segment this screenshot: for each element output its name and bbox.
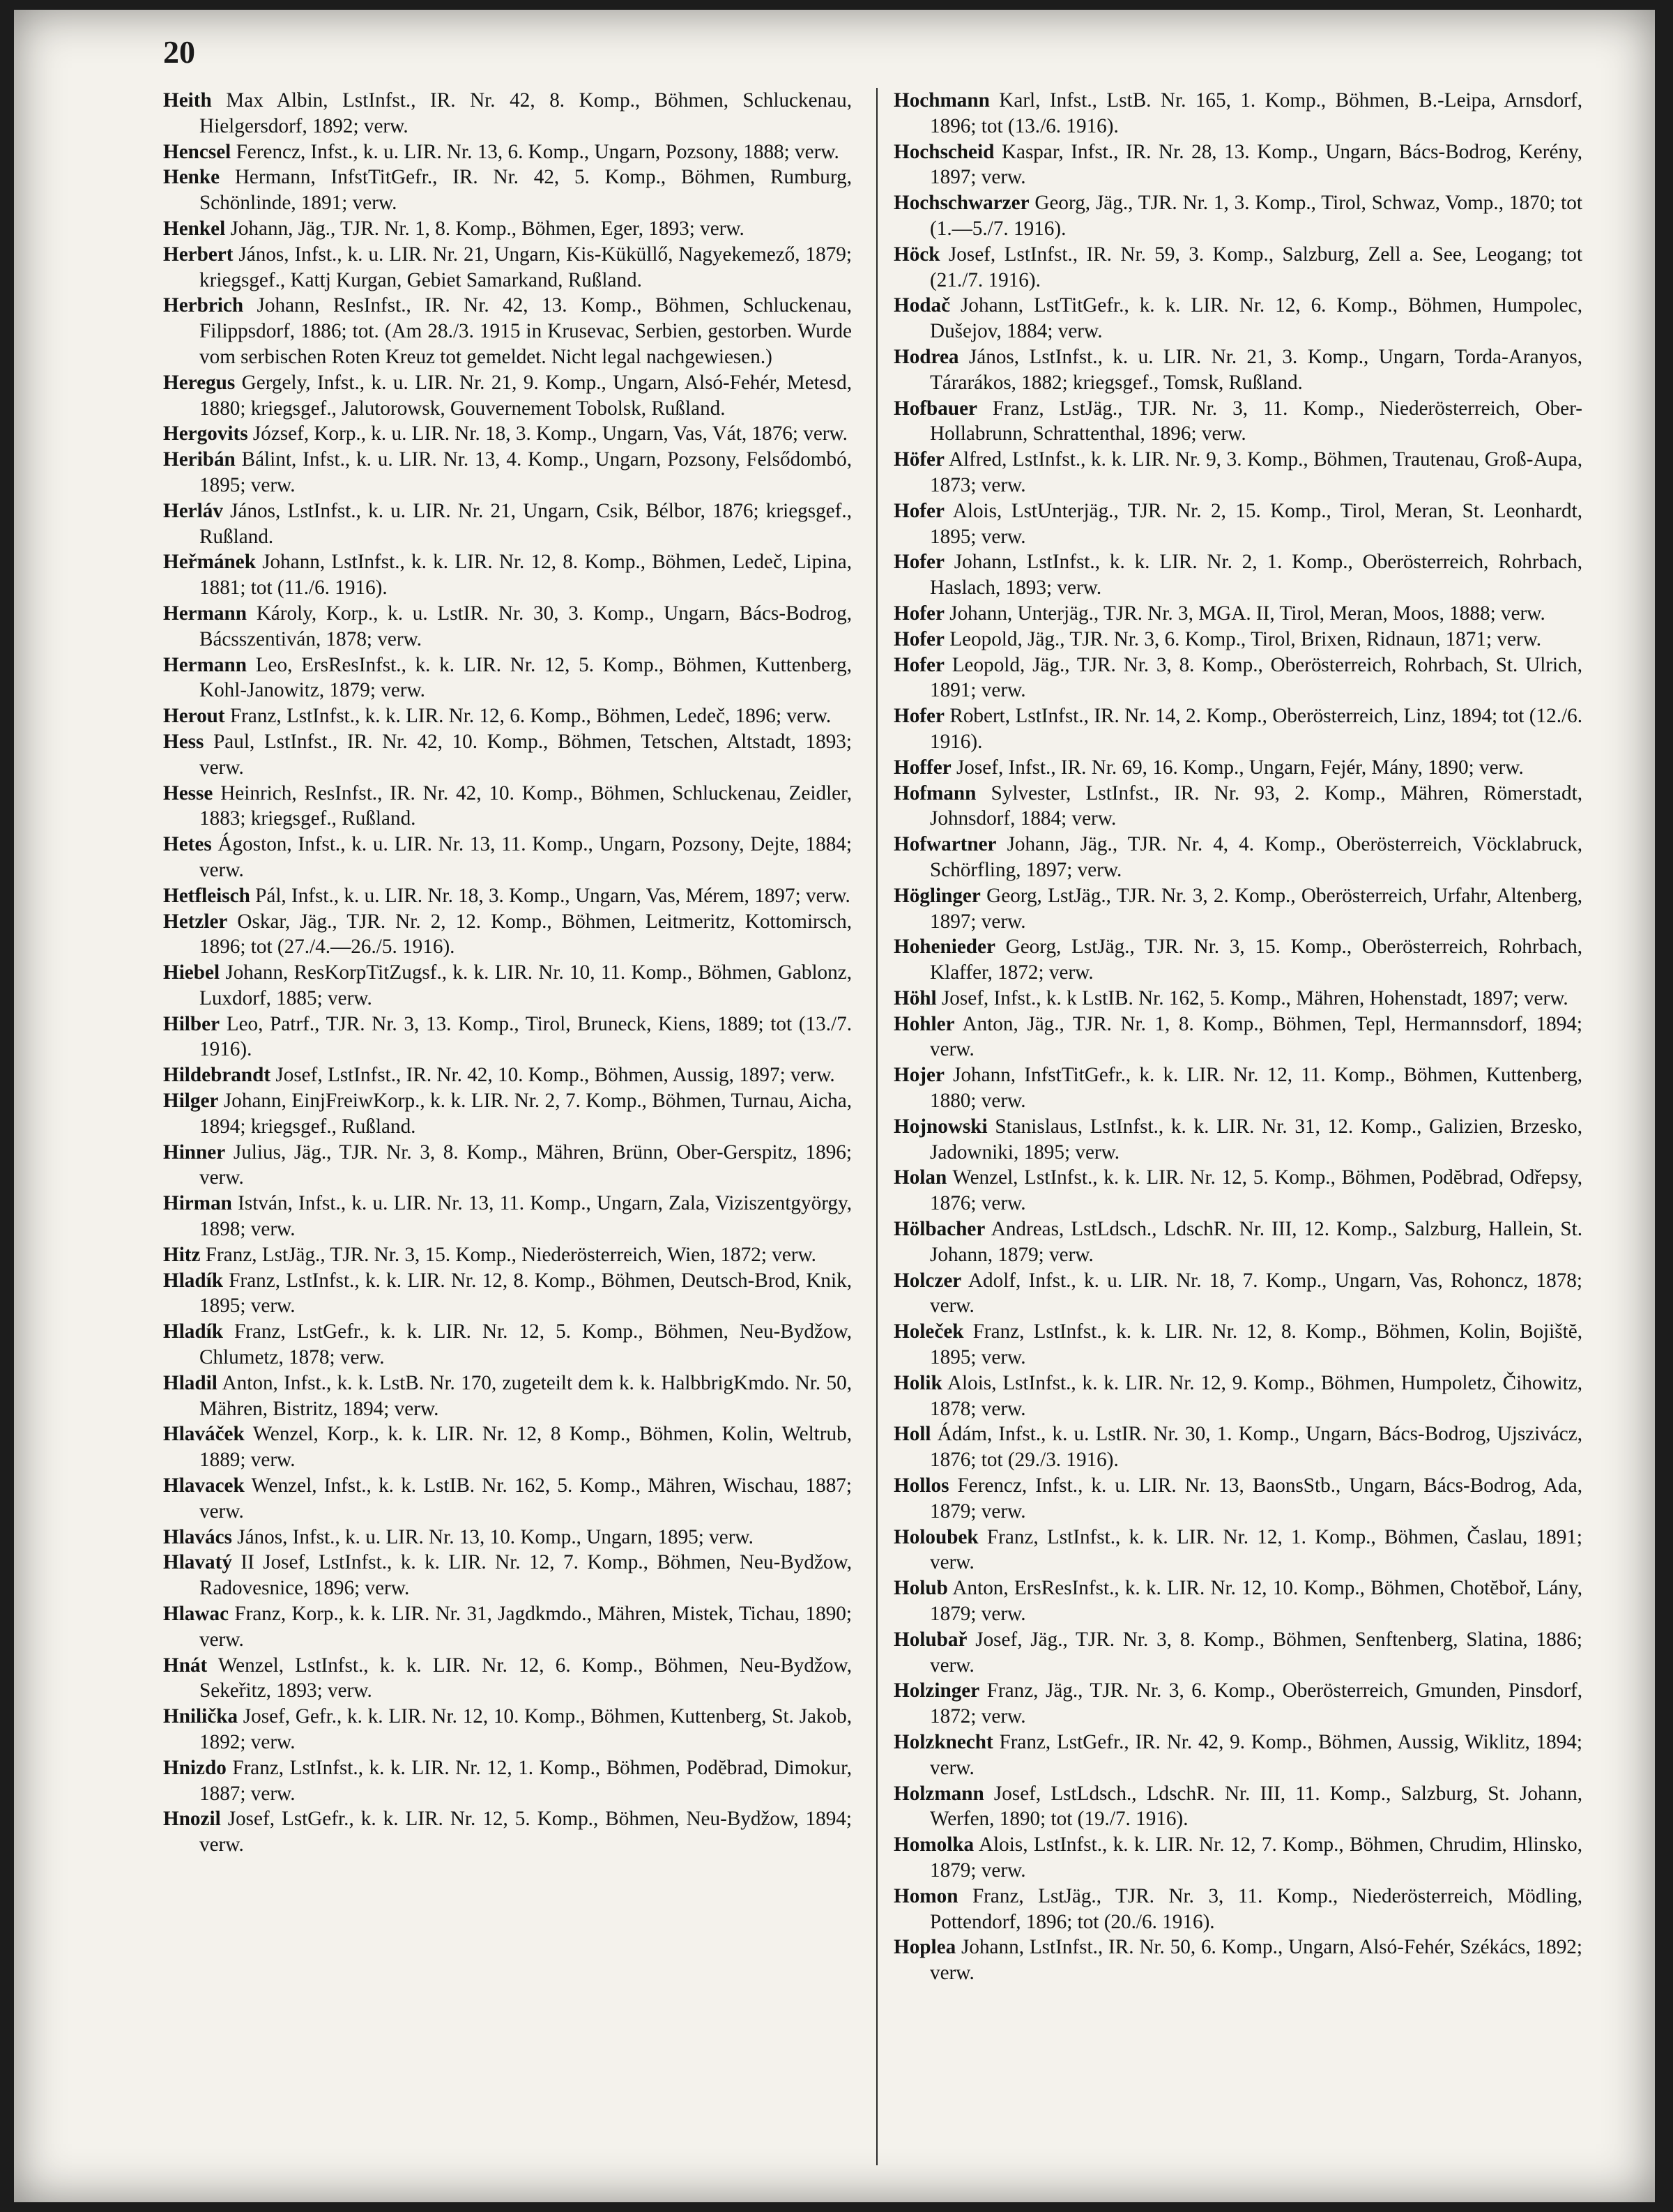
casualty-entry	[163, 781, 852, 832]
entry-surname: Holeček	[894, 1320, 964, 1343]
casualty-entry	[163, 293, 852, 369]
entry-surname: Hinner	[163, 1141, 226, 1164]
casualty-entry	[163, 729, 852, 781]
entry-details: Ferencz, Infst., k. u. LIR. Nr. 13, BaonsStb., Ungarn, Bács-Bodrog, Ada, 1879; verw.	[930, 1474, 1582, 1523]
entry-details: Ferencz, Infst., k. u. LIR. Nr. 13, 6. Komp., Ungarn, Pozsony, 1888; verw.	[231, 140, 839, 163]
entry-surname: Holub	[894, 1577, 948, 1600]
entry-surname: Hofmann	[894, 781, 977, 804]
casualty-entry	[894, 139, 1582, 191]
entry-details: János, LstInfst., k. u. LIR. Nr. 21, 3. Komp., Ungarn, Torda-Aranyos, Tárarákos, 1882; kriegsgef., Tomsk, Rußland.	[930, 345, 1582, 394]
casualty-entry	[894, 293, 1582, 344]
entry-details: Franz, LstJäg., TJR. Nr. 3, 11. Komp., Niederösterreich, Ober-Hollabrunn, Schrattenthal, 1896; verw.	[930, 397, 1582, 445]
entry-details: Károly, Korp., k. u. LstIR. Nr. 30, 3. Komp., Ungarn, Bács-Bodrog, Bácsszentiván, 1878; verw.	[199, 602, 852, 650]
entry-surname: Höhl	[894, 986, 937, 1009]
entry-surname: Hencsel	[163, 140, 231, 163]
column-divider	[876, 88, 878, 2165]
casualty-entry	[894, 627, 1582, 653]
entry-details: Franz, LstGefr., k. k. LIR. Nr. 12, 5. Komp., Böhmen, Neu-Bydžow, Chlumetz, 1878; verw.	[199, 1320, 852, 1369]
casualty-entry	[163, 1601, 852, 1653]
entry-surname: Heith	[163, 89, 212, 112]
casualty-entry	[163, 909, 852, 961]
entry-surname: Hollos	[894, 1474, 949, 1497]
casualty-entry	[894, 1884, 1582, 1935]
casualty-entry	[163, 1242, 852, 1268]
entry-surname: Hofer	[894, 499, 945, 522]
casualty-entry	[163, 1191, 852, 1242]
entry-details: Josef, LstInfst., IR. Nr. 42, 10. Komp., Böhmen, Aussig, 1897; verw.	[270, 1064, 835, 1087]
entry-surname: Hnát	[163, 1654, 208, 1677]
casualty-entry	[894, 883, 1582, 935]
casualty-entry	[894, 1165, 1582, 1216]
casualty-entry	[894, 1268, 1582, 1320]
entry-details: Pál, Infst., k. u. LIR. Nr. 18, 3. Komp., Ungarn, Vas, Mérem, 1897; verw.	[250, 884, 850, 907]
entry-details: Franz, LstInfst., k. k. LIR. Nr. 12, 8. Komp., Böhmen, Kolin, Bojištĕ, 1895; verw.	[930, 1320, 1582, 1369]
entry-details: Johann, Jäg., TJR. Nr. 4, 4. Komp., Oberösterreich, Vöcklabruck, Schörfling, 1897; verw.	[930, 833, 1582, 881]
casualty-entry	[163, 447, 852, 498]
right-column	[894, 88, 1582, 1986]
casualty-entry	[163, 1806, 852, 1858]
entry-surname: Höglinger	[894, 884, 981, 907]
entry-details: Alois, LstInfst., k. k. LIR. Nr. 12, 7. Komp., Böhmen, Chrudim, Hlinsko, 1879; verw.	[930, 1833, 1582, 1882]
casualty-entry	[894, 1678, 1582, 1730]
entry-surname: Holik	[894, 1371, 942, 1394]
casualty-entry	[163, 370, 852, 422]
entry-details: Anton, Infst., k. k. LstB. Nr. 170, zugeteilt dem k. k. HalbbrigKmdo. Nr. 50, Mähren, Bistritz, 1894; verw.	[199, 1371, 852, 1420]
casualty-entry	[163, 703, 852, 729]
entry-surname: Homon	[894, 1884, 958, 1907]
entry-details: Leopold, Jäg., TJR. Nr. 3, 8. Komp., Oberösterreich, Rohrbach, St. Ulrich, 1891; verw.	[930, 653, 1582, 702]
entry-details: Johann, Jäg., TJR. Nr. 1, 8. Komp., Böhmen, Eger, 1893; verw.	[225, 217, 744, 240]
entry-surname: Holzinger	[894, 1679, 980, 1702]
entry-details: Alois, LstInfst., k. k. LIR. Nr. 12, 9. Komp., Böhmen, Humpoletz, Čihowitz, 1878; verw.	[930, 1371, 1582, 1420]
entry-details: Andreas, LstLdsch., LdschR. Nr. III, 12. Komp., Salzburg, Hallein, St. Johann, 1879; verw.	[930, 1218, 1582, 1266]
entry-details: Josef, LstLdsch., LdschR. Nr. III, 11. Komp., Salzburg, St. Johann, Werfen, 1890; tot (19./7. 1916).	[930, 1782, 1582, 1831]
entry-surname: Hnozil	[163, 1808, 221, 1831]
entry-surname: Hofer	[894, 705, 945, 728]
entry-details: Johann, LstInfst., k. k. LIR. Nr. 12, 8. Komp., Böhmen, Ledeč, Lipina, 1881; tot (11./6. 1916).	[199, 551, 852, 600]
casualty-entry	[163, 421, 852, 447]
entry-surname: Holzknecht	[894, 1731, 993, 1753]
entry-details: Georg, LstJäg., TJR. Nr. 3, 2. Komp., Oberösterreich, Urfahr, Altenberg, 1897; verw.	[930, 884, 1582, 933]
entry-surname: Holl	[894, 1423, 931, 1446]
entry-surname: Hoffer	[894, 756, 952, 779]
entry-details: Leo, ErsResInfst., k. k. LIR. Nr. 12, 5. Komp., Böhmen, Kuttenberg, Kohl-Janowitz, 1879; verw.	[199, 653, 852, 702]
casualty-entry	[163, 1704, 852, 1755]
entry-surname: Hoplea	[894, 1936, 956, 1959]
casualty-entry	[894, 549, 1582, 601]
casualty-entry	[894, 653, 1582, 704]
entry-surname: Hetzler	[163, 910, 228, 933]
casualty-entry	[163, 88, 852, 139]
entry-details: Franz, LstInfst., k. k. LIR. Nr. 12, 1. Komp., Böhmen, Podĕbrad, Dimokur, 1887; verw.	[199, 1756, 852, 1805]
entry-details: Johann, EinjFreiwKorp., k. k. LIR. Nr. 2, 7. Komp., Böhmen, Turnau, Aicha, 1894; kriegsgef., Rußland.	[199, 1090, 852, 1138]
entry-details: Johann, Unterjäg., TJR. Nr. 3, MGA. II, Tirol, Meran, Moos, 1888; verw.	[944, 602, 1545, 625]
casualty-entry	[163, 883, 852, 909]
entry-details: Georg, LstJäg., TJR. Nr. 3, 15. Komp., Oberösterreich, Rohrbach, Klaffer, 1872; verw.	[930, 936, 1582, 984]
casualty-entry	[894, 1012, 1582, 1063]
casualty-entry	[894, 1421, 1582, 1473]
entry-surname: Hlavács	[163, 1525, 232, 1548]
entry-details: Josef, Gefr., k. k. LIR. Nr. 12, 10. Komp., Böhmen, Kuttenberg, St. Jakob, 1892; verw.	[199, 1705, 852, 1753]
entry-details: Bálint, Infst., k. u. LIR. Nr. 13, 4. Komp., Ungarn, Pozsony, Felsődombó, 1895; verw.	[199, 448, 852, 496]
casualty-entry	[894, 986, 1582, 1012]
casualty-entry	[894, 832, 1582, 883]
entry-details: Franz, LstGefr., IR. Nr. 42, 9. Komp., Böhmen, Aussig, Wiklitz, 1894; verw.	[930, 1731, 1582, 1779]
entry-surname: Hojnowski	[894, 1115, 988, 1138]
entry-details: Georg, Jäg., TJR. Nr. 1, 3. Komp., Tirol, Schwaz, Vomp., 1870; tot (1.—5./7. 1916).	[930, 192, 1582, 240]
entry-surname: Hladík	[163, 1320, 223, 1343]
entry-details: Franz, Jäg., TJR. Nr. 3, 6. Komp., Oberösterreich, Gmunden, Pinsdorf, 1872; verw.	[930, 1679, 1582, 1728]
casualty-entry	[894, 1730, 1582, 1781]
entry-details: Franz, LstJäg., TJR. Nr. 3, 15. Komp., Niederösterreich, Wien, 1872; verw.	[200, 1243, 816, 1266]
entry-details: Franz, LstInfst., k. k. LIR. Nr. 12, 1. Komp., Böhmen, Časlau, 1891; verw.	[930, 1525, 1582, 1574]
casualty-entry	[894, 88, 1582, 139]
entry-surname: Heribán	[163, 448, 236, 471]
casualty-entry	[163, 1088, 852, 1140]
entry-surname: Hofer	[894, 653, 945, 676]
casualty-entry	[163, 498, 852, 550]
entry-details: Robert, LstInfst., IR. Nr. 14, 2. Komp., Oberösterreich, Linz, 1894; tot (12./6. 1916).	[930, 705, 1582, 753]
casualty-entry	[894, 934, 1582, 986]
page-number: 20	[163, 34, 195, 70]
entry-surname: Hodrea	[894, 345, 959, 368]
entry-surname: Hofer	[894, 627, 945, 650]
entry-surname: Holubař	[894, 1628, 968, 1651]
casualty-entry	[163, 1012, 852, 1063]
entry-details: Franz, LstInfst., k. k. LIR. Nr. 12, 8. Komp., Böhmen, Deutsch-Brod, Knik, 1895; verw.	[199, 1269, 852, 1318]
entry-details: István, Infst., k. u. LIR. Nr. 13, 11. Komp., Ungarn, Zala, Viziszentgyörgy, 1898; verw.	[199, 1192, 852, 1241]
entry-surname: Hladík	[163, 1269, 223, 1292]
entry-surname: Herout	[163, 705, 225, 728]
entry-surname: Hojer	[894, 1064, 945, 1087]
casualty-entry	[163, 1371, 852, 1422]
entry-surname: Hetfleisch	[163, 884, 250, 907]
entry-surname: Hildebrandt	[163, 1064, 271, 1087]
entry-surname: Hlaváček	[163, 1423, 245, 1446]
entry-surname: Hofwartner	[894, 833, 997, 856]
entry-surname: Hofer	[894, 602, 945, 625]
entry-details: Franz, LstJäg., TJR. Nr. 3, 11. Komp., Niederösterreich, Mödling, Pottendorf, 1896; tot (20./6. 1916).	[930, 1884, 1582, 1933]
entry-details: Ádám, Infst., k. u. LstIR. Nr. 30, 1. Komp., Ungarn, Bács-Bodrog, Ujszivácz, 1876; tot (29./3. 1916).	[930, 1423, 1582, 1472]
casualty-entry	[894, 1371, 1582, 1422]
casualty-entry	[163, 601, 852, 653]
casualty-entry	[894, 190, 1582, 242]
entry-surname: Herláv	[163, 499, 223, 522]
entry-surname: Hofbauer	[894, 397, 977, 420]
casualty-entry	[163, 1550, 852, 1601]
entry-details: Johann, ResInfst., IR. Nr. 42, 13. Komp., Böhmen, Schluckenau, Filippsdorf, 1886; tot. (Am 28./3. 1915 in Krusevac, Serbien, gestorben. Wurde vom serbischen Roten Kreuz tot gemeldet. Nicht legal nachgewiesen.)	[199, 294, 852, 368]
casualty-entry	[894, 1935, 1582, 1986]
entry-details: Hermann, InfstTitGefr., IR. Nr. 42, 5. Komp., Böhmen, Rumburg, Schönlinde, 1891; verw.	[199, 166, 852, 215]
casualty-entry	[163, 832, 852, 883]
entry-details: Franz, LstInfst., k. k. LIR. Nr. 12, 6. Komp., Böhmen, Ledeč, 1896; verw.	[224, 705, 832, 728]
casualty-entry	[894, 242, 1582, 293]
entry-details: Josef, Infst., k. k LstIB. Nr. 162, 5. Komp., Mähren, Hohenstadt, 1897; verw.	[936, 986, 1568, 1009]
entry-surname: Hochschwarzer	[894, 192, 1030, 215]
entry-details: Gergely, Infst., k. u. LIR. Nr. 21, 9. Komp., Ungarn, Alsó-Fehér, Metesd, 1880; kriegsgef., Jalutorowsk, Gouvernement Tobolsk, Rußland.	[199, 371, 852, 420]
entry-details: Anton, ErsResInfst., k. k. LIR. Nr. 12, 10. Komp., Böhmen, Chotĕboř, Lány, 1879; verw.	[930, 1577, 1582, 1626]
entry-surname: Herbrich	[163, 294, 244, 317]
entry-surname: Hlavatý	[163, 1551, 232, 1574]
entry-surname: Homolka	[894, 1833, 975, 1856]
casualty-entry	[163, 1319, 852, 1371]
casualty-entry	[894, 781, 1582, 832]
entry-details: János, Infst., k. u. LIR. Nr. 21, Ungarn, Kis-Küküllő, Nagyekemező, 1879; kriegsgef., Kattj Kurgan, Gebiet Samarkand, Rußland.	[199, 243, 852, 291]
casualty-entry	[894, 344, 1582, 396]
entry-details: Johann, ResKorpTitZugsf., k. k. LIR. Nr. 10, 11. Komp., Böhmen, Gablonz, Luxdorf, 1885; verw.	[199, 961, 852, 1009]
entry-surname: Höck	[894, 243, 940, 266]
entry-surname: Hochscheid	[894, 140, 995, 163]
entry-details: Kaspar, Infst., IR. Nr. 28, 13. Komp., Ungarn, Bács-Bodrog, Kerény, 1897; verw.	[930, 140, 1582, 189]
entry-surname: Heregus	[163, 371, 236, 394]
casualty-entry	[894, 1473, 1582, 1525]
entry-details: Josef, LstGefr., k. k. LIR. Nr. 12, 5. Komp., Böhmen, Neu-Bydžow, 1894; verw.	[199, 1808, 852, 1856]
entry-surname: Hetes	[163, 833, 212, 856]
entry-details: János, LstInfst., k. u. LIR. Nr. 21, Ungarn, Csik, Bélbor, 1876; kriegsgef., Rußland.	[199, 499, 852, 548]
entry-surname: Hölbacher	[894, 1218, 986, 1241]
casualty-entry	[163, 1062, 852, 1088]
casualty-entry	[894, 1525, 1582, 1576]
casualty-entry	[163, 216, 852, 242]
entry-details: Wenzel, Korp., k. k. LIR. Nr. 12, 8 Komp., Böhmen, Kolin, Weltrub, 1889; verw.	[199, 1423, 852, 1472]
entry-details: Johann, LstTitGefr., k. k. LIR. Nr. 12, 6. Komp., Böhmen, Humpolec, Dušejov, 1884; verw.	[930, 294, 1582, 343]
entry-surname: Hofer	[894, 551, 945, 574]
entry-surname: Hermann	[163, 602, 247, 625]
casualty-entry	[894, 498, 1582, 550]
entry-details: II Josef, LstInfst., k. k. LIR. Nr. 12, 7. Komp., Böhmen, Neu-Bydžow, Radovesnice, 1896; verw.	[199, 1551, 852, 1600]
entry-surname: Hesse	[163, 781, 213, 804]
entry-details: Josef, LstInfst., IR. Nr. 59, 3. Komp., Salzburg, Zell a. See, Leogang; tot (21./7. 1916).	[930, 243, 1582, 291]
entry-details: Franz, Korp., k. k. LIR. Nr. 31, Jagdkmdo., Mähren, Mistek, Tichau, 1890; verw.	[199, 1603, 852, 1651]
casualty-entry	[894, 1062, 1582, 1114]
entry-details: Wenzel, Infst., k. k. LstIB. Nr. 162, 5. Komp., Mähren, Wischau, 1887; verw.	[199, 1474, 852, 1523]
entry-details: Johann, InfstTitGefr., k. k. LIR. Nr. 12, 11. Komp., Böhmen, Kuttenberg, 1880; verw.	[930, 1064, 1582, 1113]
casualty-entry	[163, 549, 852, 601]
casualty-entry	[163, 1755, 852, 1807]
entry-surname: Hnizdo	[163, 1756, 227, 1779]
casualty-entry	[894, 396, 1582, 448]
entry-surname: Hohenieder	[894, 936, 995, 959]
entry-surname: Holan	[894, 1166, 947, 1189]
casualty-entry	[894, 1216, 1582, 1268]
casualty-entry	[163, 1473, 852, 1525]
casualty-entry	[163, 960, 852, 1012]
entry-details: Josef, Jäg., TJR. Nr. 3, 8. Komp., Böhmen, Senftenberg, Slatina, 1886; verw.	[930, 1628, 1582, 1677]
entry-surname: Hermann	[163, 653, 247, 676]
entry-details: József, Korp., k. u. LIR. Nr. 18, 3. Komp., Ungarn, Vas, Vát, 1876; verw.	[247, 422, 848, 445]
entry-surname: Holczer	[894, 1269, 962, 1292]
entry-surname: Hergovits	[163, 422, 248, 445]
entry-details: Heinrich, ResInfst., IR. Nr. 42, 10. Komp., Böhmen, Schluckenau, Zeidler, 1883; kriegsgef., Rußland.	[199, 781, 852, 830]
entry-details: Adolf, Infst., k. u. LIR. Nr. 18, 7. Komp., Ungarn, Vas, Rohoncz, 1878; verw.	[930, 1269, 1582, 1318]
casualty-entry	[163, 1421, 852, 1473]
entry-surname: Hohler	[894, 1012, 955, 1035]
entry-details: Sylvester, LstInfst., IR. Nr. 93, 2. Komp., Mähren, Römerstadt, Johnsdorf, 1884; verw.	[930, 781, 1582, 830]
entry-surname: Heřmánek	[163, 551, 256, 574]
entry-details: Johann, LstInfst., IR. Nr. 50, 6. Komp., Ungarn, Alsó-Fehér, Székács, 1892; verw.	[930, 1936, 1582, 1985]
casualty-entry	[163, 139, 852, 165]
entry-surname: Hnilička	[163, 1705, 238, 1728]
entry-details: Wenzel, LstInfst., k. k. LIR. Nr. 12, 6. Komp., Böhmen, Neu-Bydžow, Sekeřitz, 1893; verw.	[199, 1654, 852, 1702]
casualty-entry	[163, 1268, 852, 1320]
entry-details: Johann, LstInfst., k. k. LIR. Nr. 2, 1. Komp., Oberösterreich, Rohrbach, Haslach, 1893; verw.	[930, 551, 1582, 600]
casualty-entry	[894, 447, 1582, 498]
entry-surname: Henke	[163, 166, 220, 189]
casualty-entry	[894, 1114, 1582, 1166]
entry-surname: Holzmann	[894, 1782, 984, 1805]
casualty-entry	[894, 601, 1582, 627]
casualty-entry	[163, 165, 852, 216]
entry-details: Stanislaus, LstInfst., k. k. LIR. Nr. 31, 12. Komp., Galizien, Brzesko, Jadowniki, 1895; verw.	[930, 1115, 1582, 1164]
entry-surname: Hiebel	[163, 961, 220, 984]
entry-surname: Hladil	[163, 1371, 217, 1394]
entry-details: Leo, Patrf., TJR. Nr. 3, 13. Komp., Tirol, Bruneck, Kiens, 1889; tot (13./7. 1916).	[199, 1012, 852, 1061]
entry-details: Ágoston, Infst., k. u. LIR. Nr. 13, 11. Komp., Ungarn, Pozsony, Dejte, 1884; verw.	[199, 833, 852, 881]
entry-surname: Hilger	[163, 1090, 219, 1113]
entry-details: Max Albin, LstInfst., IR. Nr. 42, 8. Komp., Böhmen, Schluckenau, Hielgersdorf, 1892; verw.	[199, 89, 852, 137]
entry-surname: Hitz	[163, 1243, 201, 1266]
entry-surname: Holoubek	[894, 1525, 979, 1548]
casualty-entry	[894, 1832, 1582, 1884]
entry-details: Alfred, LstInfst., k. k. LIR. Nr. 9, 3. Komp., Böhmen, Trautenau, Groß-Aupa, 1873; verw.	[930, 448, 1582, 496]
casualty-entry	[163, 1140, 852, 1191]
entry-surname: Hlavacek	[163, 1474, 245, 1497]
entry-details: Julius, Jäg., TJR. Nr. 3, 8. Komp., Mähren, Brünn, Ober-Gerspitz, 1896; verw.	[199, 1141, 852, 1189]
casualty-entry	[894, 1319, 1582, 1371]
entry-details: Leopold, Jäg., TJR. Nr. 3, 6. Komp., Tirol, Brixen, Ridnaun, 1871; verw.	[944, 627, 1542, 650]
casualty-entry	[163, 242, 852, 293]
entry-surname: Henkel	[163, 217, 226, 240]
entry-surname: Hochmann	[894, 89, 990, 112]
entry-details: Wenzel, LstInfst., k. k. LIR. Nr. 12, 5. Komp., Böhmen, Podĕbrad, Odřepsy, 1876; verw.	[930, 1166, 1582, 1215]
entry-surname: Hess	[163, 730, 204, 753]
entry-details: Alois, LstUnterjäg., TJR. Nr. 2, 15. Komp., Tirol, Meran, St. Leonhardt, 1895; verw.	[930, 499, 1582, 548]
entry-surname: Höfer	[894, 448, 945, 471]
entry-details: Josef, Infst., IR. Nr. 69, 16. Komp., Ungarn, Fejér, Mány, 1890; verw.	[951, 756, 1524, 779]
casualty-entry	[894, 1627, 1582, 1679]
entry-details: Paul, LstInfst., IR. Nr. 42, 10. Komp., Böhmen, Tetschen, Altstadt, 1893; verw.	[199, 730, 852, 779]
entry-details: Oskar, Jäg., TJR. Nr. 2, 12. Komp., Böhmen, Leitmeritz, Kottomirsch, 1896; tot (27./4.—26./5. 1916).	[199, 910, 852, 959]
casualty-entry	[894, 755, 1582, 781]
left-column	[163, 88, 852, 1858]
entry-surname: Hodač	[894, 294, 951, 317]
casualty-entry	[894, 1576, 1582, 1627]
entry-surname: Hlawac	[163, 1603, 229, 1626]
entry-details: Karl, Infst., LstB. Nr. 165, 1. Komp., Böhmen, B.-Leipa, Arnsdorf, 1896; tot (13./6. 1916).	[930, 89, 1582, 137]
casualty-entry	[894, 1781, 1582, 1833]
entry-surname: Herbert	[163, 243, 234, 266]
casualty-entry	[163, 1653, 852, 1704]
entry-surname: Hilber	[163, 1012, 220, 1035]
entry-surname: Hirman	[163, 1192, 232, 1215]
entry-details: János, Infst., k. u. LIR. Nr. 13, 10. Komp., Ungarn, 1895; verw.	[231, 1525, 754, 1548]
document-page	[14, 10, 1655, 2202]
entry-details: Anton, Jäg., TJR. Nr. 1, 8. Komp., Böhmen, Tepl, Hermannsdorf, 1894; verw.	[930, 1012, 1582, 1061]
casualty-entry	[894, 703, 1582, 755]
casualty-entry	[163, 653, 852, 704]
casualty-entry	[163, 1525, 852, 1550]
